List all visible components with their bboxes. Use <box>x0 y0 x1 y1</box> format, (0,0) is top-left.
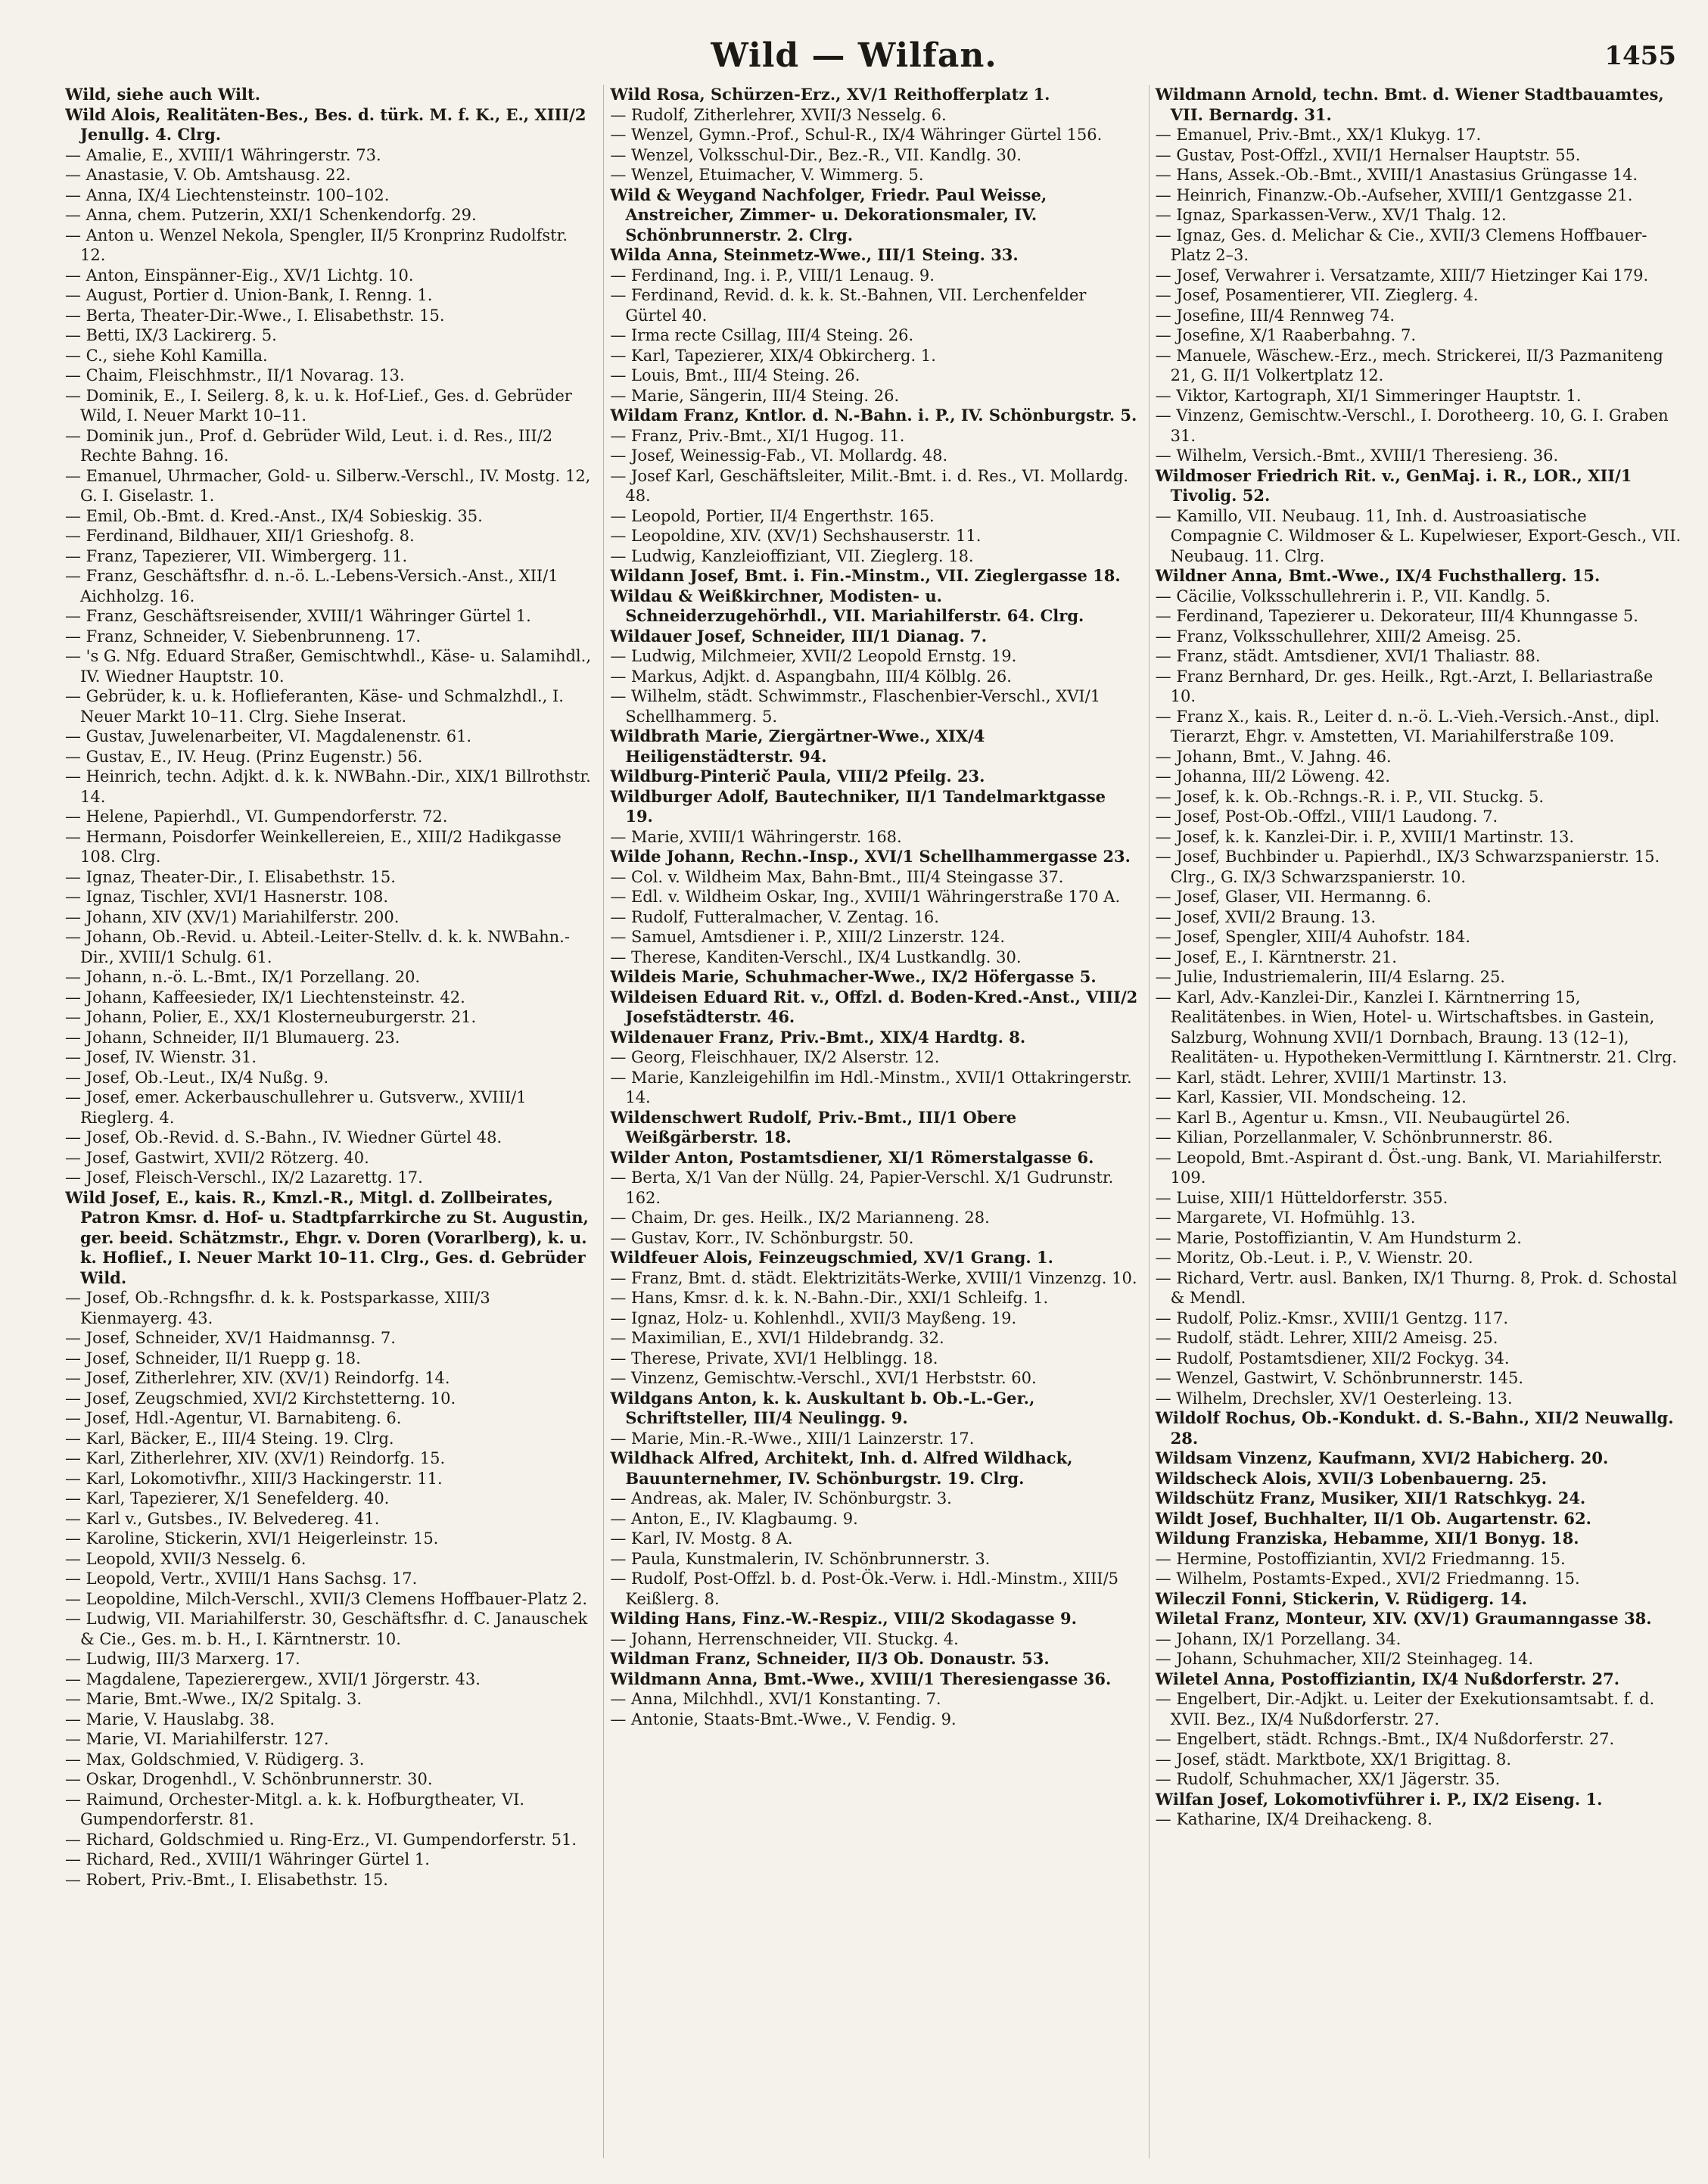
directory-entry: — Josef, emer. Ackerbauschullehrer u. Gutsverw., XVIII/1 Rieglerg. 4. <box>65 1088 527 1127</box>
directory-entry: — Johanna, III/2 Löweng. 42. <box>1155 767 1391 786</box>
directory-entry: Wildt Josef, Buchhalter, II/1 Ob. Augartenstr. 62. <box>1155 1508 1591 1528</box>
page-header <box>0 36 1708 82</box>
directory-entry: — Josef, Weinessig-Fab., VI. Mollardg. 48. <box>610 446 948 465</box>
directory-entry: — Johann, XIV (XV/1) Mariahilferstr. 200. <box>65 907 400 926</box>
directory-entry: — Karl, IV. Mostg. 8 A. <box>610 1529 793 1548</box>
directory-entry: — Samuel, Amtsdiener i. P., XIII/2 Linzerstr. 124. <box>610 928 1006 946</box>
directory-entry: — Josef, städt. Marktbote, XX/1 Brigittag. 8. <box>1155 1750 1512 1769</box>
directory-entry: Wildolf Rochus, Ob.-Kondukt. d. S.-Bahn., XII/2 Neuwallg. 28. <box>1155 1408 1674 1448</box>
directory-entry: — Johann, Polier, E., XX/1 Klosterneuburgerstr. 21. <box>65 1008 477 1026</box>
directory-entry: — Emanuel, Uhrmacher, Gold- u. Silberw.-Verschl., IV. Mostg. 12, G. I. Giselastr. 1. <box>65 466 591 505</box>
directory-entry: — Chaim, Fleischhmstr., II/1 Novarag. 13. <box>65 366 405 384</box>
directory-entry: Wild Josef, E., kais. R., Kmzl.-R., Mitgl. d. Zollbeirates, Patron Kmsr. d. Hof- u. Stadtpfarrkirche zu St. Augustin, ger. beeid. Schätzmstr., Ehgr. v. Doren (Vorarlberg), k. u. k. Hoflief., I. Neuer Markt 10–11. Clrg., Ges. d. Gebrüder Wild. <box>65 1187 589 1287</box>
directory-entry: — Johann, Bmt., V. Jahng. 46. <box>1155 747 1392 766</box>
directory-entry: Wildenauer Franz, Priv.-Bmt., XIX/4 Hardtg. 8. <box>610 1027 1026 1047</box>
directory-entry: — Ignaz, Sparkassen-Verw., XV/1 Thalg. 12. <box>1155 206 1507 224</box>
directory-entry: Wildauer Josef, Schneider, III/1 Dianag. 7. <box>610 626 988 646</box>
directory-entry: — Hermann, Poisdorfer Weinkellereien, E., XIII/2 Hadikgasse 108. Clrg. <box>65 827 562 866</box>
directory-columns <box>65 85 1683 2158</box>
directory-entry: — Magdalene, Tapezierergew., XVII/1 Jörgerstr. 43. <box>65 1669 481 1688</box>
directory-entry: — Helene, Papierhdl., VI. Gumpendorferstr. 72. <box>65 807 448 826</box>
directory-entry: — Col. v. Wildheim Max, Bahn-Bmt., III/4 Steingasse 37. <box>610 867 1064 886</box>
directory-entry: — Karl v., Gutsbes., IV. Belvedereg. 41. <box>65 1509 380 1528</box>
directory-entry: — Dominik jun., Prof. d. Gebrüder Wild, Leut. i. d. Res., III/2 Rechte Bahng. 16. <box>65 426 553 465</box>
directory-entry: Wildsam Vinzenz, Kaufmann, XVI/2 Habicherg. 20. <box>1155 1448 1609 1467</box>
directory-entry: — Franz, Tapezierer, VII. Wimbergerg. 11. <box>65 546 408 565</box>
directory-entry: — Gustav, E., IV. Heug. (Prinz Eugenstr.) 56. <box>65 747 423 766</box>
directory-entry: — Emil, Ob.-Bmt. d. Kred.-Anst., IX/4 Sobieskig. 35. <box>65 506 483 525</box>
directory-entry: — Rudolf, Futteralmacher, V. Zentag. 16. <box>610 907 939 926</box>
directory-entry: — Karl, Bäcker, E., III/4 Steing. 19. Clrg. <box>65 1429 394 1448</box>
directory-entry: Wildmann Arnold, techn. Bmt. d. Wiener Stadtbauamtes, VII. Bernardg. 31. <box>1155 85 1664 124</box>
directory-entry: — Franz X., kais. R., Leiter d. n.-ö. L.-Vieh.-Versich.-Anst., dipl. Tierarzt, Ehgr. v. Amstetten, VI. Mariahilferstraße 109. <box>1155 707 1660 745</box>
directory-entry: Wildbrath Marie, Ziergärtner-Wwe., XIX/4 Heiligenstädterstr. 94. <box>610 726 985 766</box>
directory-entry: — Betti, IX/3 Lackirerg. 5. <box>65 326 277 344</box>
directory-entry: — Wilhelm, Postamts-Exped., XVI/2 Friedmanng. 15. <box>1155 1570 1580 1588</box>
directory-entry: — Josef, Post-Ob.-Offzl., VIII/1 Laudong. 7. <box>1155 807 1498 826</box>
directory-entry: — Edl. v. Wildheim Oskar, Ing., XVIII/1 Währingerstraße 170 A. <box>610 888 1121 906</box>
directory-entry: — Margarete, VI. Hofmühlg. 13. <box>1155 1209 1416 1227</box>
directory-entry: — Wenzel, Volksschul-Dir., Bez.-R., VII. Kandlg. 30. <box>610 145 1022 164</box>
directory-entry: — Josef, Ob.-Leut., IX/4 Nußg. 9. <box>65 1068 329 1087</box>
directory-entry: Wilda Anna, Steinmetz-Wwe., III/1 Steing. 33. <box>610 245 1019 264</box>
directory-entry: — Anna, Milchhdl., XVI/1 Konstanting. 7. <box>610 1690 941 1708</box>
directory-entry: — Ferdinand, Bildhauer, XII/1 Grieshofg. 8. <box>65 527 415 545</box>
directory-entry: Wildschütz Franz, Musiker, XII/1 Ratschkyg. 24. <box>1155 1489 1586 1507</box>
directory-entry: — Leopoldine, XIV. (XV/1) Sechshauserstr. 11. <box>610 527 982 545</box>
directory-entry: — Cäcilie, Volksschullehrerin i. P., VII. Kandlg. 5. <box>1155 586 1551 605</box>
directory-entry: — Rudolf, städt. Lehrer, XIII/2 Ameisg. 25. <box>1155 1329 1498 1347</box>
directory-entry: — Gustav, Korr., IV. Schönburgstr. 50. <box>610 1228 914 1247</box>
directory-entry: — Ludwig, III/3 Marxerg. 17. <box>65 1650 300 1668</box>
directory-entry: — Chaim, Dr. ges. Heilk., IX/2 Marianneng. 28. <box>610 1209 990 1227</box>
directory-entry: Wild, siehe auch Wilt. <box>65 85 260 104</box>
directory-entry: — Wenzel, Gymn.-Prof., Schul-R., IX/4 Währinger Gürtel 156. <box>610 126 1103 144</box>
directory-entry: — Raimund, Orchester-Mitgl. a. k. k. Hofburgtheater, VI. Gumpendorferstr. 81. <box>65 1790 525 1828</box>
directory-entry: — Wilhelm, städt. Schwimmstr., Flaschenbier-Verschl., XVI/1 Schellhammerg. 5. <box>610 687 1101 726</box>
directory-entry: — Wilhelm, Versich.-Bmt., XVIII/1 Theresieng. 36. <box>1155 446 1559 465</box>
directory-entry: — Leopold, Portier, II/4 Engerthstr. 165. <box>610 506 935 525</box>
directory-entry: — Marie, V. Hauslabg. 38. <box>65 1710 275 1728</box>
directory-entry: — Rudolf, Schuhmacher, XX/1 Jägerstr. 35. <box>1155 1770 1501 1788</box>
directory-entry: — Karl, Adv.-Kanzlei-Dir., Kanzlei I. Kärntnerring 15, Realitätenbes. in Wien, Hotel- u. Wirtschaftsbes. in Gastein, Salzburg, Wohnung XVII/1 Dornbach, Braung. 13 (12–1), Realitäten- u. Hypotheken-Vermittlung I. Kärntnerstr. 21. Clrg. <box>1155 988 1678 1066</box>
directory-entry: — Therese, Kanditen-Verschl., IX/4 Lustkandlg. 30. <box>610 947 1022 966</box>
directory-entry: — Katharine, IX/4 Dreihackeng. 8. <box>1155 1810 1433 1828</box>
directory-entry: — Marie, Bmt.-Wwe., IX/2 Spitalg. 3. <box>65 1690 362 1708</box>
column-left <box>65 85 593 2158</box>
page-title: Wild — Wilfan. <box>711 36 997 75</box>
directory-entry: — Franz, Geschäftsfhr. d. n.-ö. L.-Lebens-Versich.-Anst., XII/1 Aichholzg. 16. <box>65 567 558 605</box>
directory-entry: — Anna, chem. Putzerin, XXI/1 Schenkendorfg. 29. <box>65 206 477 224</box>
directory-entry: — Andreas, ak. Maler, IV. Schönburgstr. 3. <box>610 1489 952 1507</box>
directory-entry: — Josef, XVII/2 Braung. 13. <box>1155 907 1377 926</box>
directory-entry: — Josef, Fleisch-Verschl., IX/2 Lazarettg. 17. <box>65 1168 423 1187</box>
directory-entry: — Richard, Vertr. ausl. Banken, IX/1 Thurng. 8, Prok. d. Schostal & Mendl. <box>1155 1268 1678 1307</box>
directory-entry: — Dominik, E., I. Seilerg. 8, k. u. k. Hof-Lief., Ges. d. Gebrüder Wild, I. Neuer Markt 10–11. <box>65 386 572 425</box>
directory-entry: Wildgans Anton, k. k. Auskultant b. Ob.-L.-Ger., Schriftsteller, III/4 Neulingg. 9. <box>610 1388 1035 1427</box>
directory-entry: — Leopold, Bmt.-Aspirant d. Öst.-ung. Bank, VI. Mariahilferstr. 109. <box>1155 1148 1663 1187</box>
directory-entry: — Karl, städt. Lehrer, XVIII/1 Martinstr. 13. <box>1155 1068 1507 1087</box>
directory-entry: — Ignaz, Tischler, XVI/1 Hasnerstr. 108. <box>65 888 389 906</box>
directory-entry: — Ludwig, Kanzleioffiziant, VII. Zieglerg. 18. <box>610 546 974 565</box>
directory-entry: — Viktor, Kartograph, XI/1 Simmeringer Hauptstr. 1. <box>1155 386 1582 405</box>
directory-entry: — Marie, VI. Mariahilferstr. 127. <box>65 1730 329 1748</box>
directory-entry: — Hans, Kmsr. d. k. k. N.-Bahn.-Dir., XXI/1 Schleifg. 1. <box>610 1289 1049 1307</box>
directory-entry: — Karl, Tapezierer, XIX/4 Obkircherg. 1. <box>610 346 936 365</box>
directory-entry: — Antonie, Staats-Bmt.-Wwe., V. Fendig. 9. <box>610 1710 957 1728</box>
directory-entry: — Ludwig, VII. Mariahilferstr. 30, Geschäftsfhr. d. C. Janauschek & Cie., Ges. m. b. H., I. Kärntnerstr. 10. <box>65 1610 588 1648</box>
directory-entry: Wiletal Franz, Monteur, XIV. (XV/1) Graumanngasse 38. <box>1155 1609 1652 1628</box>
directory-entry: — Engelbert, städt. Rchngs.-Bmt., IX/4 Nußdorferstr. 27. <box>1155 1730 1615 1748</box>
directory-entry: — Ignaz, Holz- u. Kohlenhdl., XVII/3 Mayßeng. 19. <box>610 1308 1017 1327</box>
directory-entry: — Heinrich, Finanzw.-Ob.-Aufseher, XVIII/1 Gentzgasse 21. <box>1155 185 1633 204</box>
directory-entry: Wilder Anton, Postamtsdiener, XI/1 Römerstalgasse 6. <box>610 1147 1094 1167</box>
directory-entry: — Josef, Zeugschmied, XVI/2 Kirchstetterng. 10. <box>65 1389 456 1408</box>
directory-entry: — Josef, Spengler, XIII/4 Auhofstr. 184. <box>1155 928 1471 946</box>
directory-entry: — Franz Bernhard, Dr. ges. Heilk., Rgt.-Arzt, I. Bellariastraße 10. <box>1155 667 1654 705</box>
directory-entry: — Marie, Sängerin, III/4 Steing. 26. <box>610 386 900 405</box>
directory-entry: — Johann, IX/1 Porzellang. 34. <box>1155 1629 1402 1648</box>
directory-entry: — Hermine, Postoffiziantin, XVI/2 Friedmanng. 15. <box>1155 1549 1566 1568</box>
directory-entry: — Markus, Adjkt. d. Aspangbahn, III/4 Kölblg. 26. <box>610 667 1012 686</box>
directory-entry: — Franz, Priv.-Bmt., XI/1 Hugog. 11. <box>610 426 905 445</box>
directory-entry: Wild Alois, Realitäten-Bes., Bes. d. türk. M. f. K., E., XIII/2 Jenullg. 4. Clrg. <box>65 104 586 144</box>
directory-entry: — Paula, Kunstmalerin, IV. Schönbrunnerstr. 3. <box>610 1549 991 1568</box>
directory-entry: Wildau & Weißkirchner, Modisten- u. Schneiderzugehörhdl., VII. Mariahilferstr. 64. Clrg. <box>610 586 1084 625</box>
directory-entry: — Rudolf, Zitherlehrer, XVII/3 Nesselg. 6. <box>610 105 947 124</box>
directory-entry: — Josef, Zitherlehrer, XIV. (XV/1) Reindorfg. 14. <box>65 1369 450 1387</box>
directory-entry: — Franz, Volksschullehrer, XIII/2 Ameisg. 25. <box>1155 627 1522 646</box>
directory-entry: — Franz, Geschäftsreisender, XVIII/1 Währinger Gürtel 1. <box>65 607 531 625</box>
directory-entry: — Josef, k. k. Ob.-Rchngs.-R. i. P., VII. Stuckg. 5. <box>1155 787 1545 806</box>
directory-entry: Wildenschwert Rudolf, Priv.-Bmt., III/1 Obere Weißgärberstr. 18. <box>610 1107 1017 1146</box>
directory-entry: — Josef, Schneider, XV/1 Haidmannsg. 7. <box>65 1329 396 1347</box>
directory-entry: — Kilian, Porzellanmaler, V. Schönbrunnerstr. 86. <box>1155 1128 1554 1146</box>
directory-entry: Wilding Hans, Finz.-W.-Respiz., VIII/2 Skodagasse 9. <box>610 1609 1077 1628</box>
directory-entry: Wild Rosa, Schürzen-Erz., XV/1 Reithofferplatz 1. <box>610 85 1050 104</box>
directory-entry: — Vinzenz, Gemischtw.-Verschl., I. Dorotheerg. 10, G. I. Graben 31. <box>1155 406 1669 445</box>
directory-entry: — August, Portier d. Union-Bank, I. Renng. 1. <box>65 286 433 304</box>
directory-entry: — Josef, Buchbinder u. Papierhdl., IX/3 Schwarzspanierstr. 15. Clrg., G. IX/3 Schwarzspanierstr. 10. <box>1155 848 1660 886</box>
directory-entry: Wildmoser Friedrich Rit. v., GenMaj. i. R., LOR., XII/1 Tivolig. 52. <box>1155 465 1632 505</box>
directory-entry: — Johann, Schneider, II/1 Blumauerg. 23. <box>65 1028 400 1047</box>
directory-entry: — Ignaz, Theater-Dir., I. Elisabethstr. 15. <box>65 867 396 886</box>
directory-entry: — Anastasie, V. Ob. Amtshausg. 22. <box>65 166 351 184</box>
directory-entry: — Leopold, Vertr., XVIII/1 Hans Sachsg. 17. <box>65 1570 418 1588</box>
directory-entry: — Anton, Einspänner-Eig., XV/1 Lichtg. 10. <box>65 266 414 285</box>
directory-entry: — Manuele, Wäschew.-Erz., mech. Strickerei, II/3 Pazmaniteng 21, G. II/1 Volkertplatz 12. <box>1155 346 1663 384</box>
directory-entry: — Johann, Schuhmacher, XII/2 Steinhageg. 14. <box>1155 1650 1534 1668</box>
directory-entry: — Josef, Schneider, II/1 Ruepp g. 18. <box>65 1349 361 1367</box>
directory-entry: Wildung Franziska, Hebamme, XII/1 Bonyg. 18. <box>1155 1529 1579 1548</box>
directory-entry: — Maximilian, E., XVI/1 Hildebrandg. 32. <box>610 1329 944 1347</box>
directory-entry: — Josef, Gastwirt, XVII/2 Rötzerg. 40. <box>65 1148 369 1167</box>
directory-entry: — Rudolf, Post-Offzl. b. d. Post-Ök.-Verw. i. Hdl.-Minstm., XIII/5 Keißlerg. 8. <box>610 1570 1119 1608</box>
directory-entry: — Emanuel, Priv.-Bmt., XX/1 Klukyg. 17. <box>1155 126 1482 144</box>
directory-entry: — Rudolf, Postamtsdiener, XII/2 Fockyg. 34. <box>1155 1349 1510 1367</box>
directory-entry: — Vinzenz, Gemischtw.-Verschl., XVI/1 Herbststr. 60. <box>610 1369 1037 1387</box>
directory-entry: — Gustav, Juwelenarbeiter, VI. Magdalenenstr. 61. <box>65 727 472 745</box>
directory-entry: — Marie, Kanzleigehilfin im Hdl.-Minstm., XVII/1 Ottakringerstr. 14. <box>610 1068 1132 1106</box>
directory-entry: — Wilhelm, Drechsler, XV/1 Oesterleing. 13. <box>1155 1389 1513 1408</box>
directory-entry: — Ferdinand, Ing. i. P., VIII/1 Lenaug. 9. <box>610 266 935 285</box>
directory-entry: — Gebrüder, k. u. k. Hoflieferanten, Käse- und Schmalzhdl., I. Neuer Markt 10–11. Clrg. Siehe Inserat. <box>65 687 564 726</box>
directory-entry: — Josef, Ob.-Revid. d. S.-Bahn., IV. Wiedner Gürtel 48. <box>65 1128 502 1146</box>
directory-entry: — Johann, Herrenschneider, VII. Stuckg. 4. <box>610 1629 959 1648</box>
directory-entry: — Berta, Theater-Dir.-Wwe., I. Elisabethstr. 15. <box>65 306 445 325</box>
directory-entry: — Ferdinand, Tapezierer u. Dekorateur, III/4 Khunngasse 5. <box>1155 607 1638 625</box>
directory-entry: — Karoline, Stickerin, XVI/1 Heigerleinstr. 15. <box>65 1529 439 1548</box>
directory-entry: — Franz, Schneider, V. Siebenbrunneng. 17. <box>65 627 422 646</box>
directory-entry: Wildscheck Alois, XVII/3 Lobenbauerng. 25. <box>1155 1468 1548 1488</box>
directory-entry: — Richard, Goldschmied u. Ring-Erz., VI. Gumpendorferstr. 51. <box>65 1830 577 1849</box>
directory-entry: — Josef Karl, Geschäftsleiter, Milit.-Bmt. i. d. Res., VI. Mollardg. 48. <box>610 466 1129 505</box>
directory-entry: — Rudolf, Poliz.-Kmsr., XVIII/1 Gentzg. 117. <box>1155 1308 1509 1327</box>
directory-entry: — C., siehe Kohl Kamilla. <box>65 346 268 365</box>
directory-entry: — Josef, Posamentierer, VII. Zieglerg. 4. <box>1155 286 1479 304</box>
directory-entry: — Gustav, Post-Offzl., XVII/1 Hernalser Hauptstr. 55. <box>1155 145 1581 164</box>
directory-entry: — Johann, Ob.-Revid. u. Abteil.-Leiter-Stellv. d. k. k. NWBahn.-Dir., XVIII/1 Schulg. 61. <box>65 928 570 966</box>
directory-entry: — Leopoldine, Milch-Verschl., XVII/3 Clemens Hoffbauer-Platz 2. <box>65 1589 588 1608</box>
directory-entry: — Ferdinand, Revid. d. k. k. St.-Bahnen, VII. Lerchenfelder Gürtel 40. <box>610 286 1087 325</box>
directory-entry: — Josef, Hdl.-Agentur, VI. Barnabiteng. 6. <box>65 1409 402 1427</box>
directory-entry: — Louis, Bmt., III/4 Steing. 26. <box>610 366 860 384</box>
directory-entry: — Anton, E., IV. Klagbaumg. 9. <box>610 1509 858 1528</box>
directory-entry: Wild & Weygand Nachfolger, Friedr. Paul Weisse, Anstreicher, Zimmer- u. Dekorationsmaler, IV. Schönbrunnerstr. 2. Clrg. <box>610 185 1047 244</box>
directory-entry: — Anna, IX/4 Liechtensteinstr. 100–102. <box>65 185 390 204</box>
directory-entry: Wildburg-Pinterič Paula, VIII/2 Pfeilg. 23. <box>610 767 985 786</box>
directory-entry: — Wenzel, Gastwirt, V. Schönbrunnerstr. 145. <box>1155 1369 1524 1387</box>
directory-entry: — Josefine, III/4 Rennweg 74. <box>1155 306 1395 325</box>
directory-entry: — Robert, Priv.-Bmt., I. Elisabethstr. 15. <box>65 1870 388 1889</box>
directory-entry: — Engelbert, Dir.-Adjkt. u. Leiter der Exekutionsamtsabt. f. d. XVII. Bez., IX/4 Nußdorferstr. 27. <box>1155 1690 1655 1728</box>
directory-entry: — Ignaz, Ges. d. Melichar & Cie., XVII/3 Clemens Hoffbauer-Platz 2–3. <box>1155 226 1647 264</box>
directory-entry: — Josef, k. k. Kanzlei-Dir. i. P., XVIII/1 Martinstr. 13. <box>1155 827 1575 846</box>
directory-entry: — 's G. Nfg. Eduard Straßer, Gemischtwhdl., Käse- u. Salamihdl., IV. Wiedner Hauptstr. 10. <box>65 647 591 686</box>
directory-entry: Wildeis Marie, Schuhmacher-Wwe., IX/2 Höfergasse 5. <box>610 967 1097 986</box>
directory-entry: — Kamillo, VII. Neubaug. 11, Inh. d. Austroasiatische Compagnie C. Wildmoser & L. Kupelwieser, Export-Gesch., VII. Neubaug. 11. Clrg. <box>1155 506 1682 565</box>
directory-entry: Wilfan Josef, Lokomotivführer i. P., IX/2 Eiseng. 1. <box>1155 1789 1603 1809</box>
directory-entry: Wilde Johann, Rechn.-Insp., XVI/1 Schellhammergasse 23. <box>610 847 1131 866</box>
directory-entry: Wildfeuer Alois, Feinzeugschmied, XV/1 Grang. 1. <box>610 1248 1053 1267</box>
column-right <box>1149 85 1683 2158</box>
directory-entry: — Marie, Postoffiziantin, V. Am Hundsturm 2. <box>1155 1228 1522 1247</box>
directory-entry: — Karl, Kassier, VII. Mondscheing. 12. <box>1155 1088 1467 1106</box>
directory-entry: — Irma recte Csillag, III/4 Steing. 26. <box>610 326 914 344</box>
directory-entry: — Hans, Assek.-Ob.-Bmt., XVIII/1 Anastasius Grüngasse 14. <box>1155 166 1638 184</box>
directory-entry: Wildburger Adolf, Bautechniker, II/1 Tandelmarktgasse 19. <box>610 786 1106 826</box>
directory-entry: Wildmann Anna, Bmt.-Wwe., XVIII/1 Theresiengasse 36. <box>610 1669 1112 1688</box>
directory-entry: — Therese, Private, XVI/1 Helblingg. 18. <box>610 1349 938 1367</box>
directory-entry: — Oskar, Drogenhdl., V. Schönbrunnerstr. 30. <box>65 1770 433 1788</box>
directory-entry: Wildner Anna, Bmt.-Wwe., IX/4 Fuchsthallerg. 15. <box>1155 566 1601 585</box>
directory-entry: — Marie, Min.-R.-Wwe., XIII/1 Lainzerstr. 17. <box>610 1429 975 1448</box>
directory-entry: Wiletel Anna, Postoffiziantin, IX/4 Nußdorferstr. 27. <box>1155 1669 1620 1688</box>
directory-entry: — Johann, n.-ö. L.-Bmt., IX/1 Porzellang. 20. <box>65 968 421 986</box>
directory-entry: Wildam Franz, Kntlor. d. N.-Bahn. i. P., IV. Schönburgstr. 5. <box>610 406 1137 425</box>
directory-entry: — Josef, Glaser, VII. Hermanng. 6. <box>1155 888 1432 906</box>
directory-entry: — Karl, Lokomotivfhr., XIII/3 Hackingerstr. 11. <box>65 1469 443 1488</box>
directory-entry: — Johann, Kaffeesieder, IX/1 Liechtensteinstr. 42. <box>65 988 465 1006</box>
directory-entry: — Ludwig, Milchmeier, XVII/2 Leopold Ernstg. 19. <box>610 647 1017 665</box>
directory-entry: Wildhack Alfred, Architekt, Inh. d. Alfred Wildhack, Bauunternehmer, IV. Schönburgstr. 19. Clrg. <box>610 1448 1073 1488</box>
directory-entry: — Max, Goldschmied, V. Rüdigerg. 3. <box>65 1750 365 1769</box>
directory-entry: — Anton u. Wenzel Nekola, Spengler, II/5 Kronprinz Rudolfstr. 12. <box>65 226 568 264</box>
directory-entry: — Josefine, X/1 Raaberbahng. 7. <box>1155 326 1417 344</box>
directory-entry: — Karl, Zitherlehrer, XIV. (XV/1) Reindorfg. 15. <box>65 1449 446 1467</box>
directory-entry: — Franz, städt. Amtsdiener, XVI/1 Thaliastr. 88. <box>1155 647 1541 665</box>
directory-entry: — Moritz, Ob.-Leut. i. P., V. Wienstr. 20. <box>1155 1249 1473 1267</box>
directory-entry: — Marie, XVIII/1 Währingerstr. 168. <box>610 827 902 846</box>
directory-entry: — Luise, XIII/1 Hütteldorferstr. 355. <box>1155 1188 1448 1207</box>
directory-entry: — Amalie, E., XVIII/1 Währingerstr. 73. <box>65 145 381 164</box>
directory-entry: Wileczil Fonni, Stickerin, V. Rüdigerg. 14. <box>1155 1588 1528 1608</box>
directory-entry: — Richard, Red., XVIII/1 Währinger Gürtel 1. <box>65 1850 430 1868</box>
directory-entry: — Josef, Ob.-Rchngsfhr. d. k. k. Postsparkasse, XIII/3 Kienmayerg. 43. <box>65 1289 490 1327</box>
directory-entry: — Heinrich, techn. Adjkt. d. k. k. NWBahn.-Dir., XIX/1 Billrothstr. 14. <box>65 767 591 806</box>
directory-entry: Wildeisen Eduard Rit. v., Offzl. d. Boden-Kred.-Anst., VIII/2 Josefstädterstr. 46. <box>610 987 1138 1026</box>
directory-entry: — Julie, Industriemalerin, III/4 Eslarng. 25. <box>1155 968 1505 986</box>
directory-entry: — Berta, X/1 Van der Nüllg. 24, Papier-Verschl. X/1 Gudrunstr. 162. <box>610 1168 1114 1207</box>
directory-entry: — Josef, IV. Wienstr. 31. <box>65 1048 257 1066</box>
directory-entry: — Wenzel, Etuimacher, V. Wimmerg. 5. <box>610 166 924 184</box>
directory-entry: — Josef, E., I. Kärntnerstr. 21. <box>1155 947 1397 966</box>
directory-entry: — Karl, Tapezierer, X/1 Senefelderg. 40. <box>65 1489 390 1507</box>
directory-entry: — Karl B., Agentur u. Kmsn., VII. Neubaugürtel 26. <box>1155 1108 1571 1127</box>
directory-entry: Wildman Franz, Schneider, II/3 Ob. Donaustr. 53. <box>610 1649 1050 1668</box>
directory-entry: — Franz, Bmt. d. städt. Elektrizitäts-Werke, XVIII/1 Vinzenzg. 10. <box>610 1268 1137 1287</box>
directory-entry: — Georg, Fleischhauer, IX/2 Alserstr. 12. <box>610 1048 940 1066</box>
page-number: 1455 <box>1604 41 1676 71</box>
directory-entry: Wildann Josef, Bmt. i. Fin.-Minstm., VII. Zieglergasse 18. <box>610 566 1121 585</box>
directory-entry: — Leopold, XVII/3 Nesselg. 6. <box>65 1549 306 1568</box>
directory-entry: — Josef, Verwahrer i. Versatzamte, XIII/7 Hietzinger Kai 179. <box>1155 266 1649 285</box>
column-middle <box>603 85 1137 2158</box>
